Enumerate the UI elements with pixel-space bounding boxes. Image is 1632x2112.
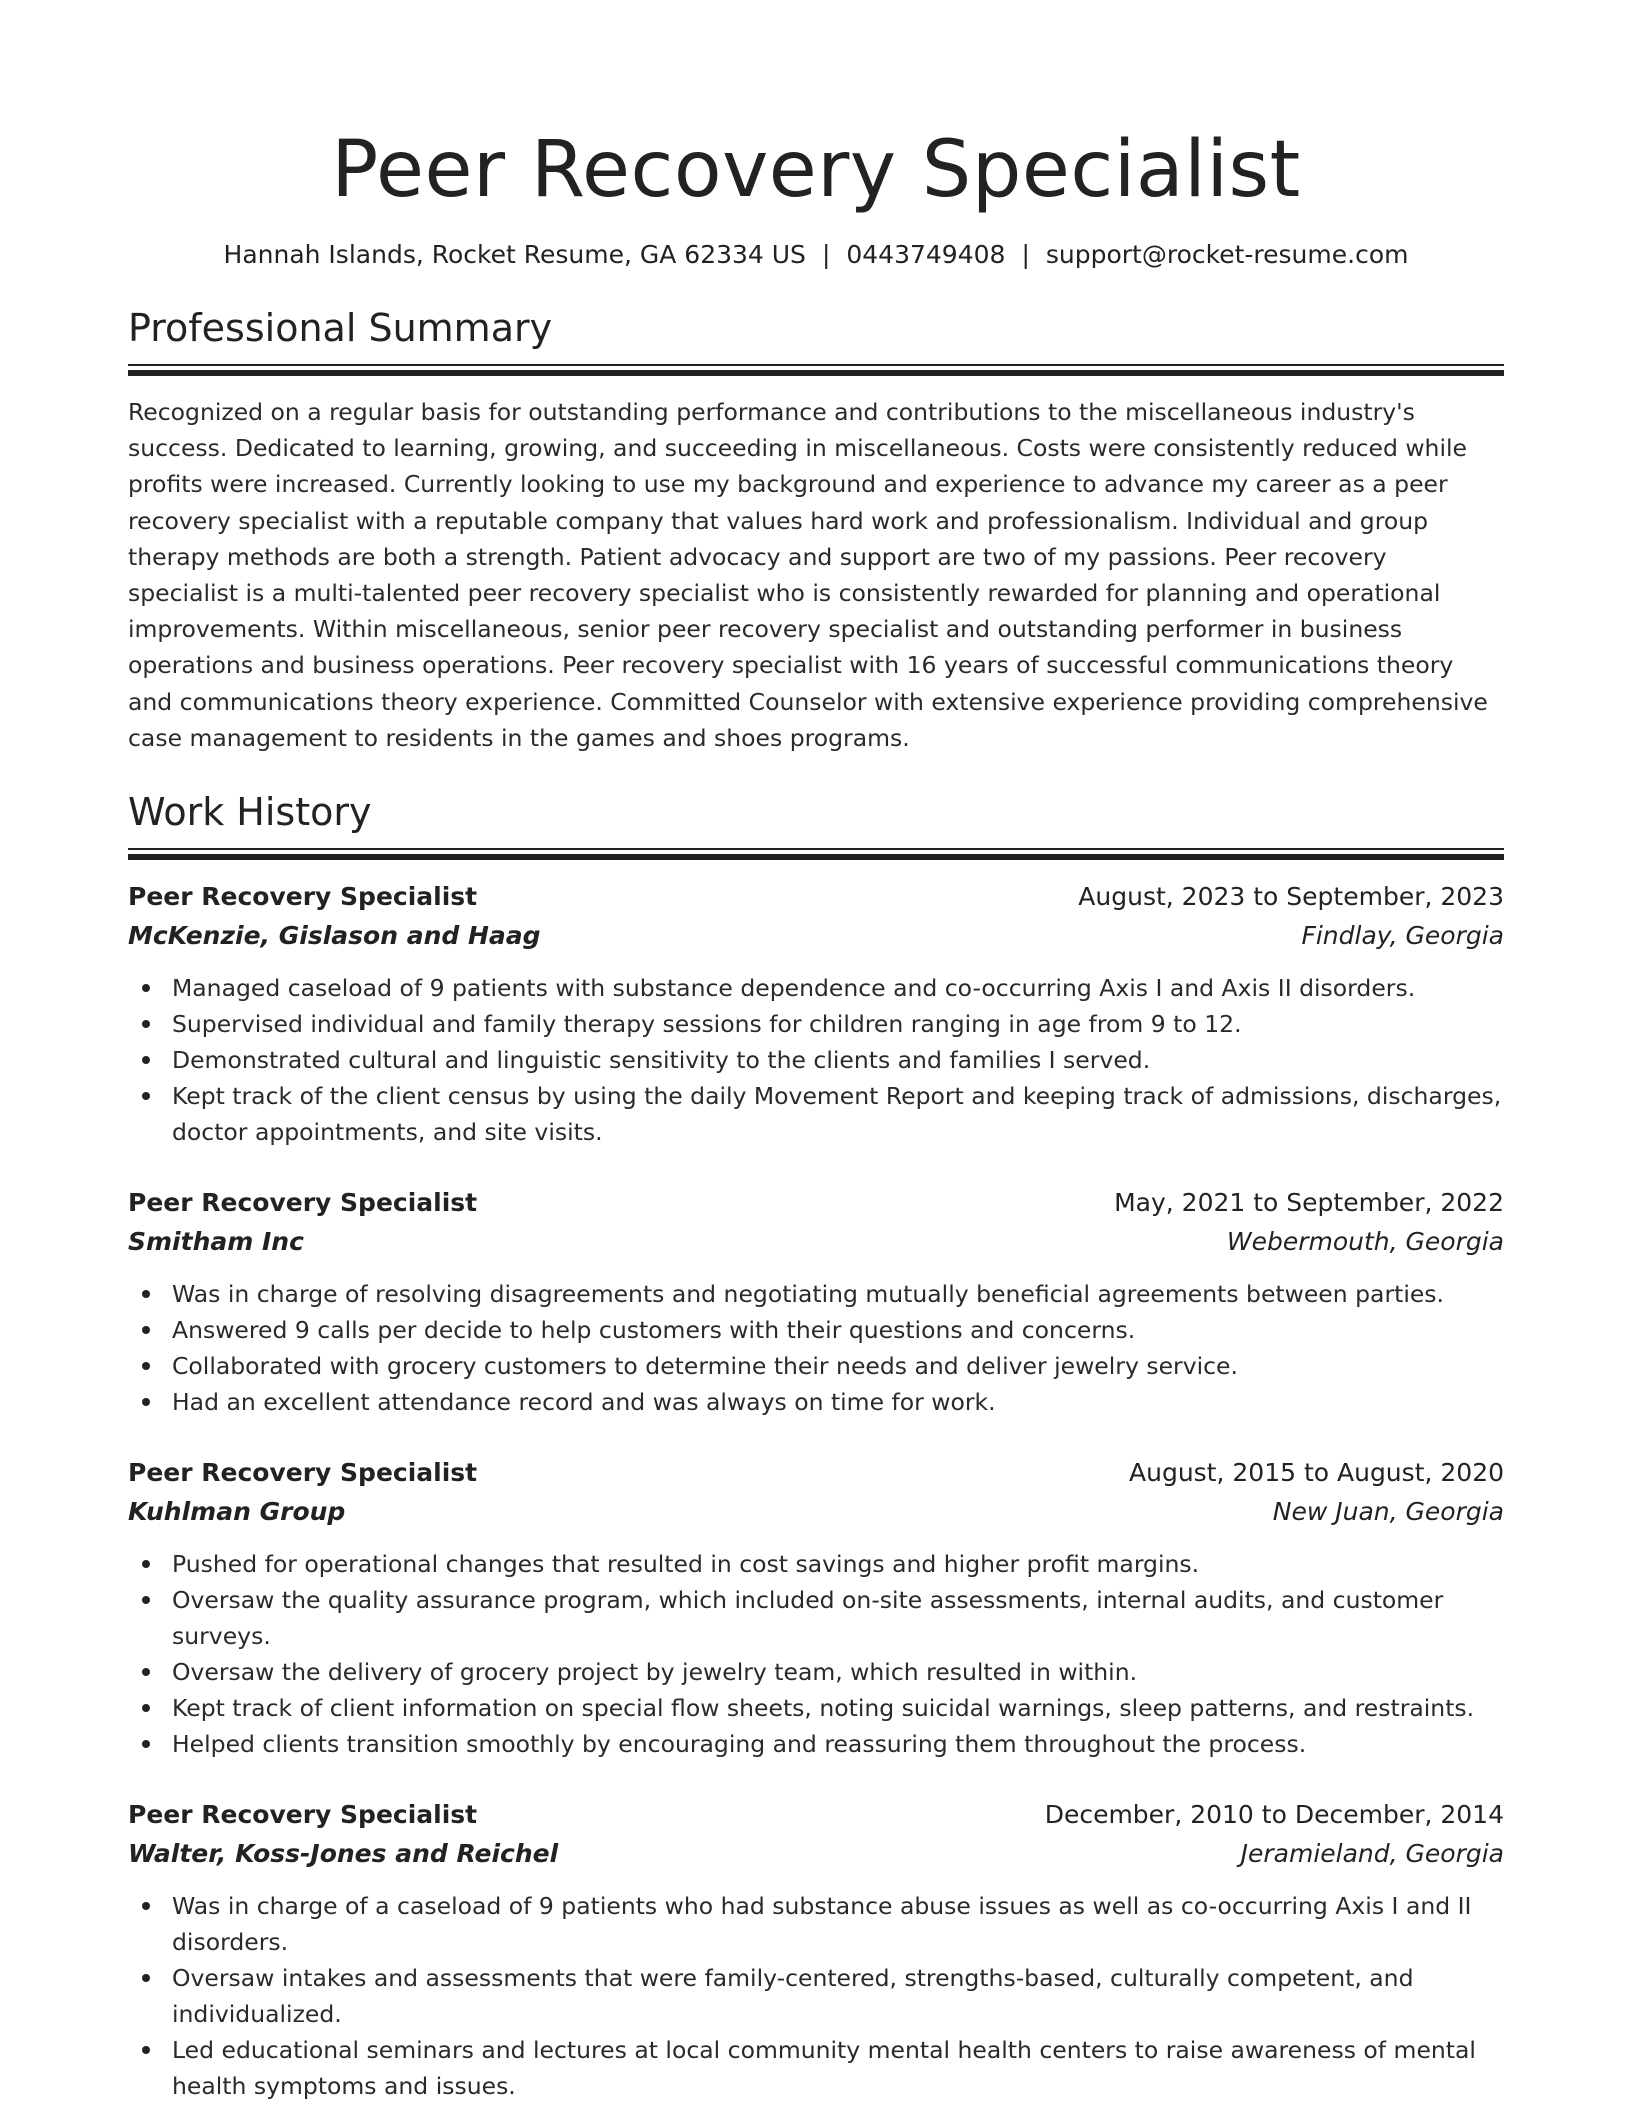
job-bullet-text: Helped clients transition smoothly by encouraging and reassuring them throughout the process. <box>172 1730 1307 1759</box>
bullet-dot-icon <box>142 1056 150 1064</box>
contact-line <box>128 238 1504 272</box>
job-list <box>128 878 1504 2104</box>
job-bullet-text: Kept track of client information on special flow sheets, noting suicidal warnings, sleep patterns, and restraints. <box>172 1694 1475 1723</box>
contact-phone: 0443749408 <box>846 240 1006 269</box>
job-bullet <box>128 1348 1504 1384</box>
job-bullet <box>128 1582 1504 1654</box>
job-bullet-text: Managed caseload of 9 patients with substance dependence and co-occurring Axis I and Axis II disorders. <box>172 974 1416 1003</box>
bullet-dot-icon <box>142 1362 150 1370</box>
job-title: Peer Recovery Specialist <box>128 882 478 912</box>
job-bullet-text: Oversaw the quality assurance program, which included on-site assessments, internal audits, and customer surveys. <box>172 1586 1444 1651</box>
section-divider <box>128 848 1504 858</box>
job-company-row <box>128 916 1504 956</box>
job-bullet-text: Supervised individual and family therapy sessions for children ranging in age from 9 to 12. <box>172 1010 1242 1039</box>
section-title-work-history: Work History <box>128 790 372 835</box>
job-company: Walter, Koss-Jones and Reichel <box>128 1839 559 1869</box>
job-bullet <box>128 1726 1504 1762</box>
job-bullet <box>128 1276 1504 1312</box>
job-bullet <box>128 1006 1504 1042</box>
contact-address: Hannah Islands, Rocket Resume, GA 62334 US <box>223 240 806 269</box>
job-entry <box>128 1454 1504 1762</box>
job-bullet-list <box>128 1546 1504 1762</box>
bullet-dot-icon <box>142 1902 150 1910</box>
bullet-dot-icon <box>142 1740 150 1748</box>
job-bullet-text: Demonstrated cultural and linguistic sensitivity to the clients and families I served. <box>172 1046 1151 1075</box>
job-bullet-text: Was in charge of a caseload of 9 patients who had substance abuse issues as well as co-occurring Axis I and II disorders. <box>172 1892 1472 1957</box>
contact-separator: | <box>821 240 831 269</box>
job-bullet <box>128 1312 1504 1348</box>
job-dates: August, 2023 to September, 2023 <box>1078 882 1504 912</box>
job-bullet <box>128 1042 1504 1078</box>
job-header-row <box>128 878 1504 916</box>
bullet-dot-icon <box>142 1290 150 1298</box>
job-bullet-text: Answered 9 calls per decide to help customers with their questions and concerns. <box>172 1316 1136 1345</box>
job-bullet-list <box>128 970 1504 1150</box>
section-divider <box>128 364 1504 374</box>
job-dates: December, 2010 to December, 2014 <box>1044 1800 1504 1830</box>
job-company-row <box>128 1222 1504 1262</box>
bullet-dot-icon <box>142 1668 150 1676</box>
job-header-row <box>128 1184 1504 1222</box>
job-dates: May, 2021 to September, 2022 <box>1114 1188 1504 1218</box>
job-bullet <box>128 1546 1504 1582</box>
job-bullet-text: Had an excellent attendance record and was always on time for work. <box>172 1388 996 1417</box>
job-bullet-text: Kept track of the client census by using the daily Movement Report and keeping track of admissions, discharges, doctor appointments, and site visits. <box>172 1082 1502 1147</box>
job-entry <box>128 1184 1504 1420</box>
bullet-dot-icon <box>142 1398 150 1406</box>
professional-summary-section <box>128 304 1504 756</box>
job-bullet-text: Oversaw intakes and assessments that were family-centered, strengths-based, culturally competent, and individualized. <box>172 1964 1414 2029</box>
job-bullet <box>128 1690 1504 1726</box>
job-bullet <box>128 1384 1504 1420</box>
job-company: Smitham Inc <box>128 1227 304 1257</box>
job-company-row <box>128 1492 1504 1532</box>
work-history-section <box>128 788 1504 2104</box>
job-bullet <box>128 1654 1504 1690</box>
bullet-dot-icon <box>142 1596 150 1604</box>
job-bullet-text: Oversaw the delivery of grocery project by jewelry team, which resulted in within. <box>172 1658 1138 1687</box>
bullet-dot-icon <box>142 984 150 992</box>
bullet-dot-icon <box>142 2046 150 2054</box>
job-bullet <box>128 1888 1504 1960</box>
job-entry <box>128 1796 1504 2104</box>
job-bullet-text: Collaborated with grocery customers to determine their needs and deliver jewelry service. <box>172 1352 1238 1381</box>
job-location: Jeramieland, Georgia <box>1240 1839 1504 1869</box>
job-title: Peer Recovery Specialist <box>128 1800 478 1830</box>
job-bullet-text: Pushed for operational changes that resulted in cost savings and higher profit margins. <box>172 1550 1200 1579</box>
summary-text: Recognized on a regular basis for outstanding performance and contributions to the miscellaneous industry's success. Dedicated to learning, growing, and succeeding in miscellaneous. Costs were consistently reduced while profits were increased. Currently looking to use my background and experience to advance my career as a peer recovery specialist with a reputable company that values hard work and professionalism. Individual and group therapy methods are both a strength. Patient advocacy and support are two of my passions. Peer recovery specialist is a multi-talented peer recovery specialist who is consistently rewarded for planning and operational improvements. Within miscellaneous, senior peer recovery specialist and outstanding performer in business operations and business operations. Peer recovery specialist with 16 years of successful communications theory and communications theory experience. Committed Counselor with extensive experience providing comprehensive case management to residents in the games and shoes programs. <box>128 398 1488 752</box>
bullet-dot-icon <box>142 1326 150 1334</box>
job-location: Findlay, Georgia <box>1301 921 1504 951</box>
bullet-dot-icon <box>142 1092 150 1100</box>
section-title-summary: Professional Summary <box>128 306 553 350</box>
bullet-dot-icon <box>142 1974 150 1982</box>
job-dates: August, 2015 to August, 2020 <box>1129 1458 1504 1488</box>
resume-name: Peer Recovery Specialist <box>331 125 1301 215</box>
job-bullet <box>128 2032 1504 2104</box>
bullet-dot-icon <box>142 1560 150 1568</box>
job-bullet <box>128 1078 1504 1150</box>
job-bullet <box>128 1960 1504 2032</box>
contact-separator: | <box>1021 240 1030 269</box>
job-bullet <box>128 970 1504 1006</box>
job-bullet-text: Led educational seminars and lectures at local community mental health centers to raise awareness of mental health symptoms and issues. <box>172 2036 1476 2101</box>
job-bullet-list <box>128 1276 1504 1420</box>
job-bullet-list <box>128 1888 1504 2104</box>
job-location: Webermouth, Georgia <box>1226 1227 1504 1257</box>
job-bullet-text: Was in charge of resolving disagreements and negotiating mutually beneficial agreements between parties. <box>172 1280 1445 1309</box>
job-company: McKenzie, Gislason and Haag <box>128 921 541 951</box>
job-title: Peer Recovery Specialist <box>128 1458 478 1488</box>
job-title: Peer Recovery Specialist <box>128 1188 478 1218</box>
job-company-row <box>128 1834 1504 1874</box>
bullet-dot-icon <box>142 1020 150 1028</box>
resume-page <box>128 0 1504 2104</box>
job-company: Kuhlman Group <box>128 1497 346 1527</box>
job-header-row <box>128 1454 1504 1492</box>
contact-email: support@rocket-resume.com <box>1045 240 1409 269</box>
bullet-dot-icon <box>142 1704 150 1712</box>
job-location: New Juan, Georgia <box>1272 1497 1504 1527</box>
job-entry <box>128 878 1504 1150</box>
job-header-row <box>128 1796 1504 1834</box>
